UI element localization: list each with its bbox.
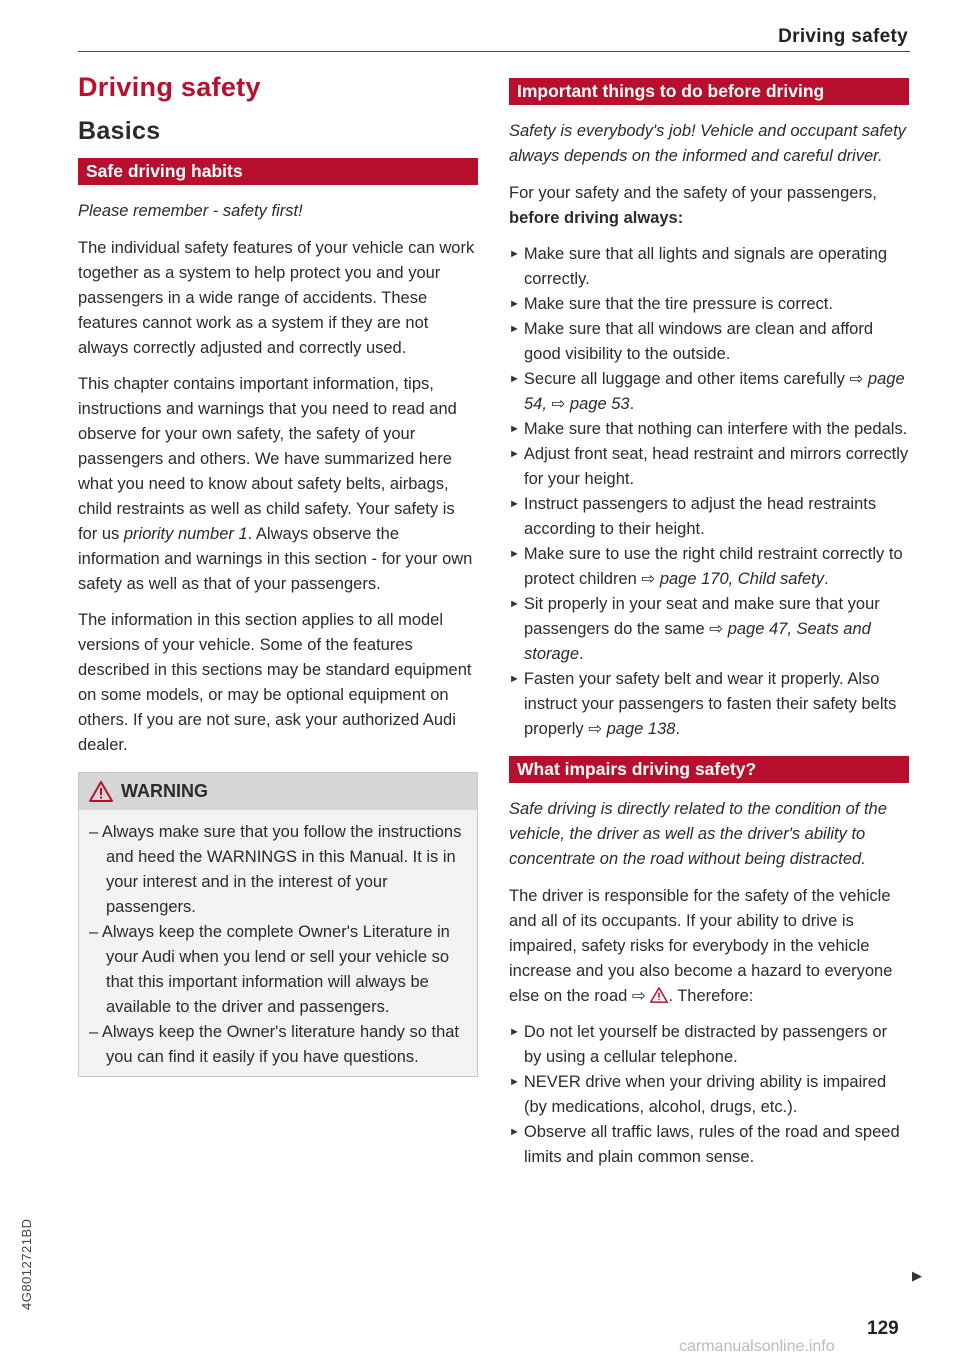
warning-triangle-icon[interactable] xyxy=(650,987,668,1003)
checklist-impairs xyxy=(509,1020,909,1170)
warning-header xyxy=(79,773,477,810)
warning-box xyxy=(78,772,478,1077)
list-item: ► Make sure that the tire pressure is correct. xyxy=(509,295,833,313)
chapter-title: Driving safety xyxy=(78,72,261,102)
paragraph-2: This chapter contains important information, tips, instructions and warnings that you need to read and observe for your own safety, the safety of your passengers and others. We have summarized here what you need to know about safety belts, airbags, child restraints as well as child safety. Your safety is for us priority number 1. Always observe the information and warnings in this section - for your own safety as well as that of your passengers. xyxy=(78,375,473,593)
list-item: ► Sit properly in your seat and make sure that your passengers do the same ⇨ page 47, Seats and storage. xyxy=(509,595,880,663)
intro-text-right: Safety is everybody's job! Vehicle and occupant safety always depends on the informed and careful driver. xyxy=(509,122,906,165)
intro-text-impairs: Safe driving is directly related to the condition of the vehicle, the driver as well as the driver's ability to concentrate on the road without being distracted. xyxy=(509,800,887,868)
bullet-triangle-icon: ► xyxy=(509,248,520,260)
bullet-triangle-icon: ► xyxy=(509,448,520,460)
lead-bold: before driving always: xyxy=(509,209,684,227)
list-item: ► Adjust front seat, head restraint and mirrors correctly for your height. xyxy=(509,445,909,488)
paragraph-responsible: The driver is responsible for the safety of the vehicle and all of its occupants. If your ability to drive is impaired, safety risks for everybody in the vehicle increase and you also become a hazard to everyone else on the road ⇨ . Therefore: xyxy=(509,887,893,1005)
document-code: 4G8012721BD xyxy=(19,1218,34,1310)
bullet-triangle-icon: ► xyxy=(509,498,520,510)
continue-arrow-icon: ▶ xyxy=(912,1268,922,1283)
running-title: Driving safety xyxy=(778,26,908,47)
intro-text: Please remember - safety first! xyxy=(78,202,303,220)
list-item: ► Make sure that all windows are clean and afford good visibility to the outside. xyxy=(509,320,874,363)
bullet-triangle-icon: ► xyxy=(509,1026,520,1038)
bullet-triangle-icon: ► xyxy=(509,1076,520,1088)
page-number: 129 xyxy=(867,1318,899,1339)
header-rule xyxy=(78,51,910,52)
list-item: ► NEVER drive when your driving ability is impaired (by medications, alcohol, drugs, etc.). xyxy=(509,1073,887,1116)
page-ref-link[interactable]: ⇨ page 47, Seats and storage xyxy=(524,620,871,663)
list-item: ► Secure all luggage and other items carefully ⇨ page 54, ⇨ page 53. xyxy=(509,370,905,413)
list-item: ► Make sure to use the right child restraint correctly to protect children ⇨ page 170, Child safety. xyxy=(509,545,903,588)
warning-list xyxy=(79,810,477,1076)
bullet-triangle-icon: ► xyxy=(509,423,520,435)
bullet-triangle-icon: ► xyxy=(509,373,520,385)
warning-item: – Always make sure that you follow the instructions and heed the WARNINGS in this Manual. It is in your interest and in the interest of your passengers. xyxy=(89,823,462,916)
paragraph-3: The information in this section applies to all model versions of your vehicle. Some of the features described in this sections may be standard equipment on some models, or may be optional equipment on others. If you are not sure, ask your authorized Audi dealer. xyxy=(78,611,472,754)
checklist-before-driving xyxy=(509,242,909,742)
section-title: Basics xyxy=(78,117,161,145)
emphasis-priority: priority number 1 xyxy=(123,525,248,543)
warning-item: – Always keep the complete Owner's Literature in your Audi when you lend or sell your vehicle so that this important information will always be available to the driver and passengers. xyxy=(89,923,450,1016)
page-ref-link[interactable]: ⇨ page 170, Child safety xyxy=(641,570,825,588)
warning-triangle-icon xyxy=(89,781,113,802)
left-column xyxy=(78,72,478,1077)
list-item: ► Do not let yourself be distracted by passengers or by using a cellular telephone. xyxy=(509,1023,888,1066)
page-ref-link[interactable]: ⇨ page 54, ⇨ page 53 xyxy=(524,370,905,413)
list-item: ► Instruct passengers to adjust the head restraints according to their height. xyxy=(509,495,877,538)
bullet-triangle-icon: ► xyxy=(509,1126,520,1138)
bullet-triangle-icon: ► xyxy=(509,323,520,335)
bullet-triangle-icon: ► xyxy=(509,298,520,310)
list-item: ► Observe all traffic laws, rules of the road and speed limits and plain common sense. xyxy=(509,1123,900,1166)
warning-item: – Always keep the Owner's literature handy so that you can find it easily if you have questions. xyxy=(89,1023,460,1066)
watermark: carmanualsonline.info xyxy=(679,1338,835,1355)
lead-paragraph: For your safety and the safety of your passengers, before driving always: xyxy=(509,184,877,227)
list-item: ► Fasten your safety belt and wear it properly. Also instruct your passengers to fasten their safety belts properly ⇨ page 138. xyxy=(509,670,897,738)
list-item: ► Make sure that nothing can interfere with the pedals. xyxy=(509,420,908,438)
subsection-bar-safe-driving: Safe driving habits xyxy=(78,158,478,185)
subsection-bar-before-driving: Important things to do before driving xyxy=(509,78,909,105)
bullet-triangle-icon: ► xyxy=(509,673,520,685)
list-item: ► Make sure that all lights and signals are operating correctly. xyxy=(509,245,888,288)
right-column xyxy=(509,78,909,1184)
page-ref-link[interactable]: ⇨ page 138 xyxy=(588,720,676,738)
paragraph-1: The individual safety features of your vehicle can work together as a system to help protect you and your passengers in a wide range of accidents. These features cannot work as a system if they are not always correctly adjusted and correctly used. xyxy=(78,239,475,357)
bullet-triangle-icon: ► xyxy=(509,548,520,560)
bullet-triangle-icon: ► xyxy=(509,598,520,610)
warning-label: WARNING xyxy=(121,781,208,801)
subsection-bar-impairs: What impairs driving safety? xyxy=(509,756,909,783)
